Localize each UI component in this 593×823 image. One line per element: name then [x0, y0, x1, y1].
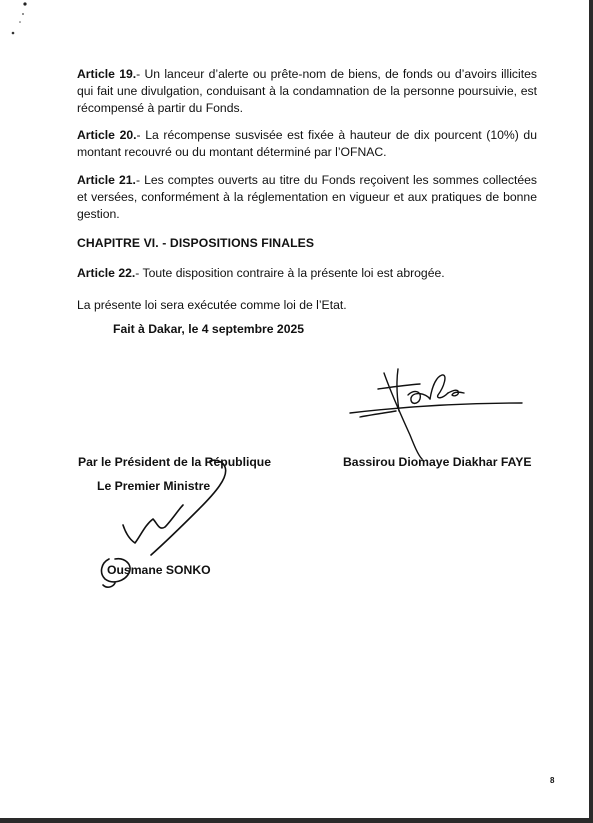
prime-minister-title: Le Premier Ministre	[97, 479, 211, 493]
president-name: Bassirou Diomaye Diakhar FAYE	[343, 455, 532, 469]
article-19	[77, 66, 537, 117]
president-by-line: Par le Président de la République	[78, 455, 272, 469]
article-text: - La récompense susvisée est fixée à hauteur de dix pourcent (10%) du montant recouvré ou du montant déterminé par l’OFNAC.	[77, 128, 537, 159]
article-label: Article 19.	[77, 67, 137, 81]
article-label: Article 22.	[77, 266, 136, 280]
article-22	[77, 265, 537, 282]
prime-minister-name: Ousmane SONKO	[107, 563, 211, 577]
page-number: 8	[550, 776, 555, 785]
article-text: - Toute disposition contraire à la présente loi est abrogée.	[135, 266, 445, 280]
scan-specks	[0, 0, 40, 45]
article-text: - Un lanceur d’alerte ou prête-nom de biens, de fonds ou d’avoirs illicites qui fait une divulgation, conduisant à la condamnation de la personne poursuivie, est récompensé à partir du Fonds.	[77, 67, 537, 115]
article-20	[77, 127, 537, 161]
article-label: Article 21.	[77, 173, 136, 187]
article-label: Article 20.	[77, 128, 137, 142]
president-signature	[340, 365, 540, 460]
execution-line: La présente loi sera exécutée comme loi de l’Etat.	[77, 298, 347, 312]
article-21	[77, 172, 537, 223]
scan-border-right	[589, 0, 593, 823]
scan-border-bottom	[0, 818, 593, 823]
place-date: Fait à Dakar, le 4 septembre 2025	[113, 322, 305, 336]
prime-minister-signature	[95, 455, 245, 590]
chapter-heading: CHAPITRE VI. - DISPOSITIONS FINALES	[77, 236, 315, 250]
article-text: - Les comptes ouverts au titre du Fonds reçoivent les sommes collectées et versées, conformément à la réglementation en vigueur et aux pratiques de bonne gestion.	[77, 173, 538, 221]
